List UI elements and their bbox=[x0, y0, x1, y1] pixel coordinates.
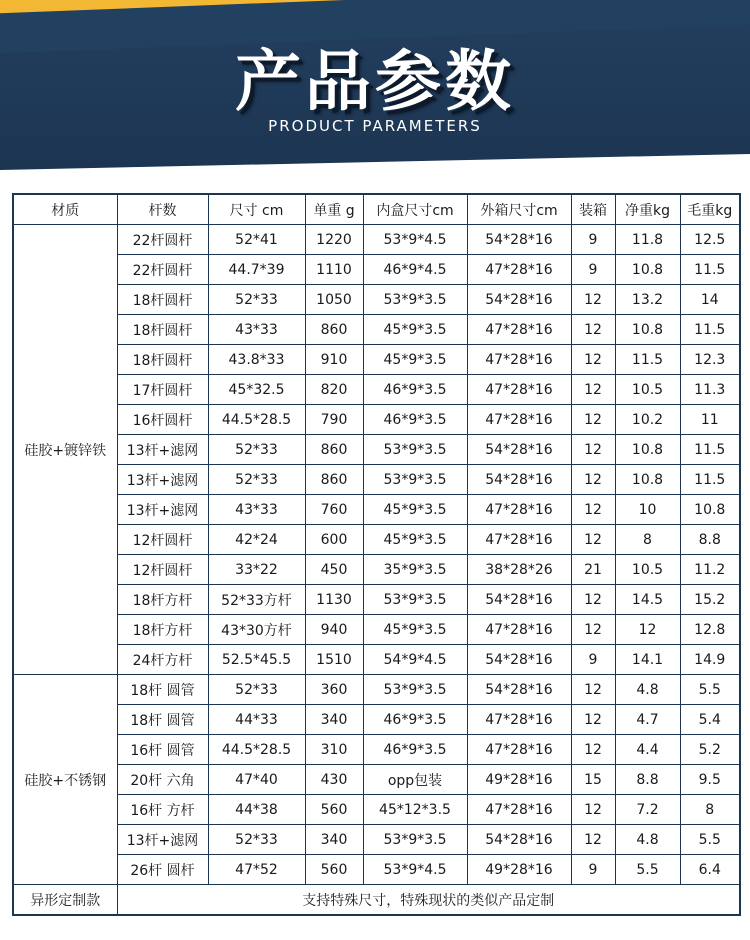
table-cell: 12 bbox=[571, 825, 615, 855]
table-cell: 340 bbox=[305, 705, 363, 735]
table-cell: 18杆方杆 bbox=[117, 585, 208, 615]
table-cell: 53*9*3.5 bbox=[363, 285, 467, 315]
table-cell: 8.8 bbox=[680, 525, 740, 555]
table-cell: 12杆圆杆 bbox=[117, 525, 208, 555]
table-cell: 1510 bbox=[305, 645, 363, 675]
table-row bbox=[13, 525, 740, 555]
table-cell: 910 bbox=[305, 345, 363, 375]
table-cell: 35*9*3.5 bbox=[363, 555, 467, 585]
table-cell: 53*9*4.5 bbox=[363, 225, 467, 255]
table-cell: 24杆方杆 bbox=[117, 645, 208, 675]
table-cell: 11 bbox=[680, 405, 740, 435]
page-title: 产品参数 bbox=[235, 43, 515, 120]
column-header: 材质 bbox=[13, 194, 117, 225]
table-cell: 54*28*16 bbox=[467, 465, 571, 495]
table-row bbox=[13, 795, 740, 825]
table-cell: 44.5*28.5 bbox=[208, 735, 305, 765]
table-cell: 45*9*3.5 bbox=[363, 495, 467, 525]
table-cell: 12 bbox=[615, 615, 680, 645]
table-row bbox=[13, 855, 740, 885]
table-body bbox=[13, 225, 740, 916]
table-cell: 21 bbox=[571, 555, 615, 585]
table-cell: 53*9*3.5 bbox=[363, 465, 467, 495]
table-cell: 47*28*16 bbox=[467, 405, 571, 435]
table-cell: 46*9*4.5 bbox=[363, 255, 467, 285]
table-cell: 44.5*28.5 bbox=[208, 405, 305, 435]
table-cell: 46*9*3.5 bbox=[363, 375, 467, 405]
table-cell: 53*9*3.5 bbox=[363, 825, 467, 855]
table-cell: 11.5 bbox=[615, 345, 680, 375]
table-cell: 47*28*16 bbox=[467, 795, 571, 825]
table-cell: 44*33 bbox=[208, 705, 305, 735]
table-cell: 12 bbox=[571, 615, 615, 645]
table-cell: 12 bbox=[571, 285, 615, 315]
table-cell: 11.2 bbox=[680, 555, 740, 585]
table-cell: 5.4 bbox=[680, 705, 740, 735]
table-cell: 43*33 bbox=[208, 495, 305, 525]
table-cell: 6.4 bbox=[680, 855, 740, 885]
table-cell: 12 bbox=[571, 375, 615, 405]
table-cell: 13杆+滤网 bbox=[117, 825, 208, 855]
table-cell: 5.5 bbox=[615, 855, 680, 885]
table-cell: 43*33 bbox=[208, 315, 305, 345]
table-cell: 14.9 bbox=[680, 645, 740, 675]
custom-label-cell: 异形定制款 bbox=[13, 885, 117, 916]
table-cell: 1110 bbox=[305, 255, 363, 285]
table-cell: 18杆 圆管 bbox=[117, 675, 208, 705]
column-header: 内盒尺寸cm bbox=[363, 194, 467, 225]
table-cell: 45*32.5 bbox=[208, 375, 305, 405]
table-cell: 12杆圆杆 bbox=[117, 555, 208, 585]
custom-row bbox=[13, 885, 740, 916]
table-cell: 13.2 bbox=[615, 285, 680, 315]
table-cell: 560 bbox=[305, 855, 363, 885]
table-row bbox=[13, 705, 740, 735]
table-cell: 45*9*3.5 bbox=[363, 615, 467, 645]
table-cell: 52*33 bbox=[208, 675, 305, 705]
table-cell: 33*22 bbox=[208, 555, 305, 585]
header-bottom-wedge bbox=[0, 154, 750, 170]
table-cell: 9 bbox=[571, 645, 615, 675]
table-cell: 13杆+滤网 bbox=[117, 435, 208, 465]
table-cell: 12 bbox=[571, 495, 615, 525]
table-cell: 5.5 bbox=[680, 675, 740, 705]
table-row bbox=[13, 375, 740, 405]
table-cell: 1050 bbox=[305, 285, 363, 315]
table-cell: 16杆圆杆 bbox=[117, 405, 208, 435]
table-cell: 20杆 六角 bbox=[117, 765, 208, 795]
table-cell: 790 bbox=[305, 405, 363, 435]
table-cell: 45*9*3.5 bbox=[363, 525, 467, 555]
table-cell: 560 bbox=[305, 795, 363, 825]
table-cell: 10.8 bbox=[680, 495, 740, 525]
table-cell: 54*28*16 bbox=[467, 435, 571, 465]
table-cell: 10.8 bbox=[615, 435, 680, 465]
table-cell: 52*33 bbox=[208, 465, 305, 495]
table-cell: 47*28*16 bbox=[467, 495, 571, 525]
table-cell: 46*9*3.5 bbox=[363, 705, 467, 735]
table-cell: 8 bbox=[680, 795, 740, 825]
table-row bbox=[13, 285, 740, 315]
table-cell: 13杆+滤网 bbox=[117, 495, 208, 525]
table-cell: 26杆 圆杆 bbox=[117, 855, 208, 885]
table-cell: 9 bbox=[571, 225, 615, 255]
table-cell: 53*9*3.5 bbox=[363, 585, 467, 615]
column-header: 单重 g bbox=[305, 194, 363, 225]
table-row bbox=[13, 315, 740, 345]
table-cell: 22杆圆杆 bbox=[117, 255, 208, 285]
table-cell: opp包装 bbox=[363, 765, 467, 795]
table-cell: 43.8*33 bbox=[208, 345, 305, 375]
table-cell: 54*28*16 bbox=[467, 585, 571, 615]
table-row bbox=[13, 765, 740, 795]
table-cell: 11.5 bbox=[680, 435, 740, 465]
table-cell: 12 bbox=[571, 585, 615, 615]
table-cell: 44.7*39 bbox=[208, 255, 305, 285]
table-cell: 4.8 bbox=[615, 825, 680, 855]
table-cell: 10.8 bbox=[615, 255, 680, 285]
table-cell: 18杆圆杆 bbox=[117, 315, 208, 345]
table-cell: 10 bbox=[615, 495, 680, 525]
table-row bbox=[13, 405, 740, 435]
table-cell: 4.7 bbox=[615, 705, 680, 735]
table-cell: 54*28*16 bbox=[467, 675, 571, 705]
table-cell: 12 bbox=[571, 795, 615, 825]
table-row bbox=[13, 465, 740, 495]
table-cell: 1130 bbox=[305, 585, 363, 615]
table-cell: 360 bbox=[305, 675, 363, 705]
table-cell: 9 bbox=[571, 255, 615, 285]
table-cell: 12 bbox=[571, 525, 615, 555]
table-cell: 15 bbox=[571, 765, 615, 795]
table-cell: 10.8 bbox=[615, 315, 680, 345]
table-cell: 12.8 bbox=[680, 615, 740, 645]
table-cell: 43*30方杆 bbox=[208, 615, 305, 645]
table-row bbox=[13, 735, 740, 765]
table-cell: 47*28*16 bbox=[467, 615, 571, 645]
table-row bbox=[13, 555, 740, 585]
table-cell: 54*28*16 bbox=[467, 225, 571, 255]
table-cell: 47*28*16 bbox=[467, 375, 571, 405]
table-row bbox=[13, 495, 740, 525]
table-cell: 11.8 bbox=[615, 225, 680, 255]
table-cell: 12.3 bbox=[680, 345, 740, 375]
table-cell: 46*9*3.5 bbox=[363, 735, 467, 765]
table-cell: 14 bbox=[680, 285, 740, 315]
table-cell: 47*28*16 bbox=[467, 345, 571, 375]
table-row bbox=[13, 645, 740, 675]
column-header: 外箱尺寸cm bbox=[467, 194, 571, 225]
table-cell: 7.2 bbox=[615, 795, 680, 825]
table-cell: 8.8 bbox=[615, 765, 680, 795]
table-cell: 54*28*16 bbox=[467, 825, 571, 855]
table-row bbox=[13, 615, 740, 645]
table-row bbox=[13, 825, 740, 855]
table-cell: 49*28*16 bbox=[467, 855, 571, 885]
table-cell: 5.2 bbox=[680, 735, 740, 765]
table-cell: 9.5 bbox=[680, 765, 740, 795]
parameters-table-container bbox=[12, 193, 739, 916]
table-cell: 4.8 bbox=[615, 675, 680, 705]
table-cell: 340 bbox=[305, 825, 363, 855]
table-header-row bbox=[13, 194, 740, 225]
table-cell: 52*33 bbox=[208, 285, 305, 315]
table-cell: 760 bbox=[305, 495, 363, 525]
page-subtitle: PRODUCT PARAMETERS bbox=[268, 117, 482, 135]
table-cell: 11.5 bbox=[680, 315, 740, 345]
material-cell: 硅胶+镀锌铁 bbox=[13, 225, 117, 675]
table-cell: 12.5 bbox=[680, 225, 740, 255]
table-cell: 10.2 bbox=[615, 405, 680, 435]
table-cell: 52*33 bbox=[208, 825, 305, 855]
table-cell: 53*9*3.5 bbox=[363, 675, 467, 705]
table-row bbox=[13, 435, 740, 465]
table-row bbox=[13, 255, 740, 285]
table-cell: 18杆 圆管 bbox=[117, 705, 208, 735]
table-cell: 430 bbox=[305, 765, 363, 795]
material-cell: 硅胶+不锈钢 bbox=[13, 675, 117, 885]
table-cell: 45*12*3.5 bbox=[363, 795, 467, 825]
table-cell: 46*9*3.5 bbox=[363, 405, 467, 435]
table-cell: 13杆+滤网 bbox=[117, 465, 208, 495]
table-cell: 10.8 bbox=[615, 465, 680, 495]
column-header: 杆数 bbox=[117, 194, 208, 225]
table-cell: 18杆方杆 bbox=[117, 615, 208, 645]
table-cell: 52*41 bbox=[208, 225, 305, 255]
table-cell: 47*28*16 bbox=[467, 255, 571, 285]
table-cell: 1220 bbox=[305, 225, 363, 255]
table-cell: 860 bbox=[305, 465, 363, 495]
table-cell: 52.5*45.5 bbox=[208, 645, 305, 675]
column-header: 装箱 bbox=[571, 194, 615, 225]
table-cell: 54*28*16 bbox=[467, 645, 571, 675]
table-cell: 11.5 bbox=[680, 255, 740, 285]
table-cell: 45*9*3.5 bbox=[363, 345, 467, 375]
table-cell: 5.5 bbox=[680, 825, 740, 855]
table-cell: 860 bbox=[305, 435, 363, 465]
table-cell: 54*28*16 bbox=[467, 285, 571, 315]
table-row bbox=[13, 585, 740, 615]
table-cell: 22杆圆杆 bbox=[117, 225, 208, 255]
table-cell: 11.5 bbox=[680, 465, 740, 495]
table-cell: 42*24 bbox=[208, 525, 305, 555]
table-cell: 16杆 方杆 bbox=[117, 795, 208, 825]
table-cell: 53*9*3.5 bbox=[363, 435, 467, 465]
column-header: 净重kg bbox=[615, 194, 680, 225]
table-cell: 14.1 bbox=[615, 645, 680, 675]
table-cell: 860 bbox=[305, 315, 363, 345]
table-cell: 12 bbox=[571, 465, 615, 495]
table-cell: 49*28*16 bbox=[467, 765, 571, 795]
table-cell: 47*52 bbox=[208, 855, 305, 885]
table-cell: 16杆 圆管 bbox=[117, 735, 208, 765]
custom-description-cell: 支持特殊尺寸，特殊现状的类似产品定制 bbox=[117, 885, 740, 916]
table-cell: 15.2 bbox=[680, 585, 740, 615]
table-cell: 9 bbox=[571, 855, 615, 885]
table-cell: 12 bbox=[571, 705, 615, 735]
table-cell: 44*38 bbox=[208, 795, 305, 825]
table-cell: 38*28*26 bbox=[467, 555, 571, 585]
table-cell: 18杆圆杆 bbox=[117, 285, 208, 315]
table-cell: 53*9*4.5 bbox=[363, 855, 467, 885]
table-cell: 10.5 bbox=[615, 555, 680, 585]
table-cell: 12 bbox=[571, 435, 615, 465]
table-cell: 45*9*3.5 bbox=[363, 315, 467, 345]
table-cell: 12 bbox=[571, 345, 615, 375]
table-cell: 450 bbox=[305, 555, 363, 585]
table-cell: 10.5 bbox=[615, 375, 680, 405]
table-cell: 11.3 bbox=[680, 375, 740, 405]
table-cell: 12 bbox=[571, 675, 615, 705]
table-cell: 52*33 bbox=[208, 435, 305, 465]
column-header: 毛重kg bbox=[680, 194, 740, 225]
table-cell: 17杆圆杆 bbox=[117, 375, 208, 405]
table-cell: 8 bbox=[615, 525, 680, 555]
table-cell: 47*28*16 bbox=[467, 525, 571, 555]
table-cell: 940 bbox=[305, 615, 363, 645]
table-cell: 47*40 bbox=[208, 765, 305, 795]
table-cell: 18杆圆杆 bbox=[117, 345, 208, 375]
table-cell: 12 bbox=[571, 735, 615, 765]
table-row bbox=[13, 345, 740, 375]
table-cell: 14.5 bbox=[615, 585, 680, 615]
table-cell: 600 bbox=[305, 525, 363, 555]
page-header bbox=[0, 0, 750, 170]
parameters-table bbox=[12, 193, 741, 916]
column-header: 尺寸 cm bbox=[208, 194, 305, 225]
table-cell: 47*28*16 bbox=[467, 735, 571, 765]
table-cell: 12 bbox=[571, 405, 615, 435]
table-row bbox=[13, 675, 740, 705]
table-cell: 52*33方杆 bbox=[208, 585, 305, 615]
table-cell: 12 bbox=[571, 315, 615, 345]
table-cell: 47*28*16 bbox=[467, 315, 571, 345]
table-cell: 820 bbox=[305, 375, 363, 405]
table-cell: 47*28*16 bbox=[467, 705, 571, 735]
table-row bbox=[13, 225, 740, 255]
table-cell: 310 bbox=[305, 735, 363, 765]
table-cell: 4.4 bbox=[615, 735, 680, 765]
table-cell: 54*9*4.5 bbox=[363, 645, 467, 675]
